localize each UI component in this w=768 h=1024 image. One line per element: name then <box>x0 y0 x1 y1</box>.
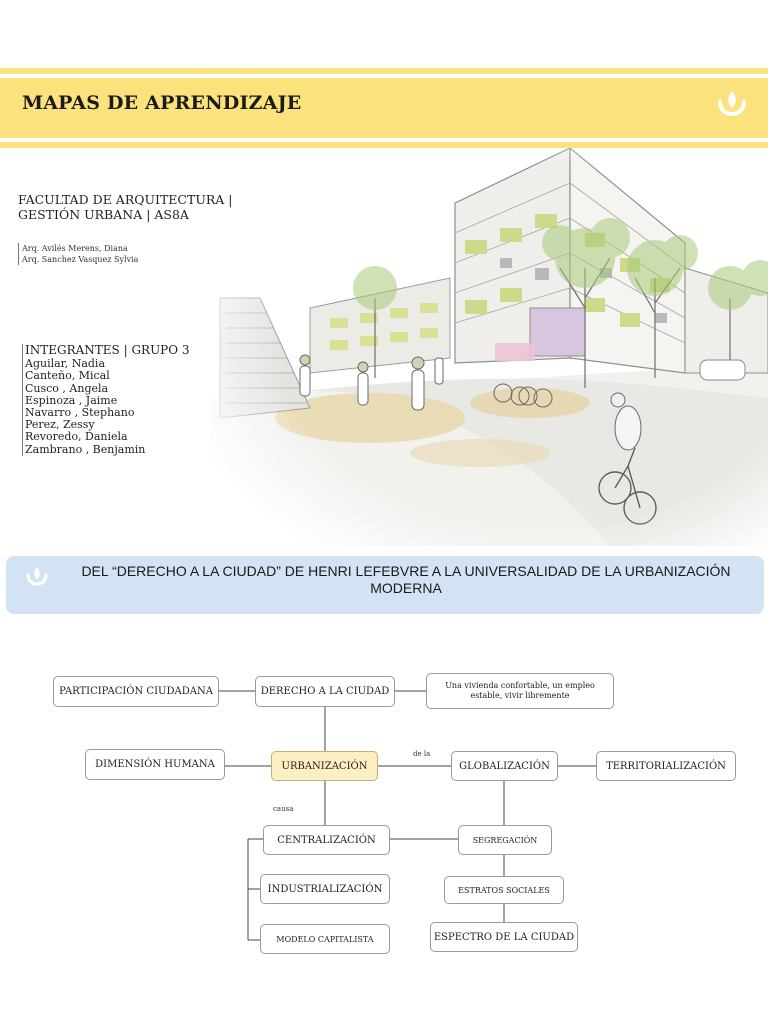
node-participacion-ciudadana: PARTICIPACIÓN CIUDADANA <box>53 676 219 707</box>
node-globalizacion: GLOBALIZACIÓN <box>451 751 558 781</box>
member-item: Espinoza , Jaime <box>25 393 118 407</box>
node-modelo-capitalista: MODELO CAPITALISTA <box>260 924 390 954</box>
node-vivienda-empleo: Una vivienda confortable, un empleo estable, vivir libremente <box>426 673 614 709</box>
node-territorializacion: TERRITORIALIZACIÓN <box>596 751 736 781</box>
member-item: Revoredo, Daniela <box>25 430 128 444</box>
member-item: Canteño, Mical <box>25 369 110 383</box>
member-item: Aguilar, Nadia <box>25 357 106 371</box>
teacher-item: Arq. Sanchez Vasquez Sylvia <box>22 255 139 264</box>
link-label-causa: causa <box>273 805 294 813</box>
group-title: INTEGRANTES | GRUPO 3 <box>25 343 190 357</box>
topic-title-line-2: MODERNA <box>370 580 442 596</box>
node-urbanizacion: URBANIZACIÓN <box>271 751 378 781</box>
node-derecho-a-la-ciudad: DERECHO A LA CIUDAD <box>255 676 395 707</box>
node-centralizacion: CENTRALIZACIÓN <box>263 825 390 855</box>
link-label-de-la: de la <box>413 750 431 758</box>
node-estratos-sociales: ESTRATOS SOCIALES <box>444 876 564 904</box>
teacher-item: Arq. Avilés Merens, Diana <box>22 244 128 253</box>
node-industrializacion: INDUSTRIALIZACIÓN <box>260 874 390 904</box>
member-item: Cusco , Angela <box>25 381 109 395</box>
faculty-line-1: FACULTAD DE ARQUITECTURA | <box>18 192 233 207</box>
faculty-line-2: GESTIÓN URBANA | AS8A <box>18 207 189 222</box>
page-title: MAPAS DE APRENDIZAJE <box>22 92 302 114</box>
member-item: Zambrano , Benjamin <box>25 442 146 456</box>
node-dimension-humana: DIMENSIÓN HUMANA <box>85 749 225 780</box>
member-item: Navarro , Stephano <box>25 406 135 420</box>
member-item: Perez, Zessy <box>25 418 95 432</box>
node-espectro-de-la-ciudad: ESPECTRO DE LA CIUDAD <box>430 922 578 952</box>
node-segregacion: SEGREGACIÓN <box>458 825 552 855</box>
topic-title-line-1: DEL “DERECHO A LA CIUDAD” DE HENRI LEFEBVRE A LA UNIVERSALIDAD DE LA URBANIZACIÓN <box>81 563 731 579</box>
